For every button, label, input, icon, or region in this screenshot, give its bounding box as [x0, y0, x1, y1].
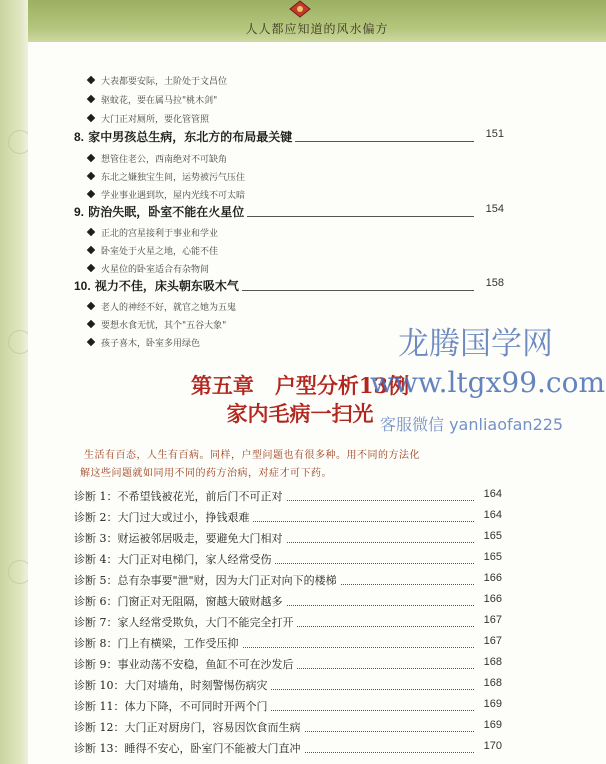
diamond-icon: [87, 320, 95, 328]
diamond-icon: [87, 302, 95, 310]
diagnosis-label: 诊断 9：: [74, 658, 118, 671]
watermark-contact: 客服微信 yanliaofan225: [380, 415, 564, 434]
diagnosis-label: 诊断 8：: [74, 637, 118, 650]
page-left-border: [0, 0, 28, 764]
diagnosis-label: 诊断 10：: [74, 679, 125, 692]
diagnosis-entry[interactable]: [74, 551, 502, 567]
bullet-item: 想管住老公，西南绝对不可缺角: [88, 152, 227, 165]
bullet-item: 大表都要安际，土阶处于文昌位: [88, 74, 227, 87]
diagnosis-text: [74, 509, 253, 525]
bullet-item: 驱蚊花，要在属马拉"桃木剑": [88, 93, 217, 106]
diagnosis-entry[interactable]: [74, 614, 502, 630]
running-header: 人人都应知道的风水偏方: [245, 22, 389, 36]
diagnosis-label: 诊断 2：: [74, 511, 118, 524]
bullet-item: 卧室处于火星之地，心能不佳: [88, 244, 218, 257]
diagnosis-text: [74, 635, 242, 651]
diagnosis-label: 诊断 13：: [74, 742, 125, 755]
toc-entry-title: 10. 视力不佳，床头朝东吸木气: [74, 277, 242, 294]
diagnosis-page-number: 166: [483, 572, 502, 584]
diagnosis-text: [74, 698, 271, 714]
diagnosis-text: [74, 740, 304, 756]
diamond-icon: [87, 76, 95, 84]
diagnosis-description: 总有杂事要"泄"财，因为大门正对向下的楼梯: [117, 574, 337, 587]
diagnosis-label: 诊断 1：: [74, 490, 118, 503]
diagnosis-page-number: 168: [483, 656, 502, 668]
bullet-item: 大门正对厕所，要化管管照: [88, 112, 209, 125]
watermark-site-name: 龙腾国学网: [398, 326, 553, 362]
diagnosis-text: [74, 551, 275, 567]
diagnosis-label: 诊断 5：: [74, 574, 118, 587]
diagnosis-description: 体力下降，不可同时开两个门: [124, 700, 268, 713]
diagnosis-description: 家人经常受欺负，大门不能完全打开: [117, 616, 294, 629]
diagnosis-text: [74, 593, 286, 609]
toc-entry-8[interactable]: [74, 128, 504, 144]
diagnosis-description: 大门过大或过小，挣钱艰难: [117, 511, 250, 524]
diagnosis-entry[interactable]: [74, 530, 502, 546]
diagnosis-text: [74, 530, 286, 546]
diagnosis-label: 诊断 7：: [74, 616, 118, 629]
chapter-intro-line1: 生活有百态，人生有百病。同样，户型问题也有很多种。用不同的方法化: [84, 450, 420, 461]
chapter-intro-line2: 解这些问题就如同用不同的药方治病，对症才可下药。: [80, 468, 332, 479]
diamond-icon: [87, 228, 95, 236]
diamond-icon: [87, 154, 95, 162]
toc-page-number: 154: [485, 203, 504, 215]
diagnosis-entry[interactable]: [74, 719, 502, 735]
bullet-item: 要想水食无忧，其个"五谷大象": [88, 318, 226, 331]
diagnosis-page-number: 169: [483, 719, 502, 731]
toc-page-number: 158: [485, 277, 504, 289]
diagnosis-description: 门窗正对无阻隔，窗越大破财越多: [117, 595, 283, 608]
diagnosis-entry[interactable]: [74, 656, 502, 672]
diagnosis-page-number: 169: [483, 698, 502, 710]
diagnosis-text: [74, 656, 297, 672]
bullet-item: 学业事业遇到坎，屋内光线不可太暗: [88, 188, 245, 201]
diagnosis-description: 财运被邻居吸走，要避免大门相对: [117, 532, 283, 545]
diagnosis-page-number: 170: [483, 740, 502, 752]
diagnosis-description: 不希望钱被花光，前后门不可正对: [117, 490, 283, 503]
diagnosis-text: [74, 614, 297, 630]
diagnosis-description: 大门正对厨房门，容易因饮食而生病: [124, 721, 301, 734]
diagnosis-page-number: 165: [483, 551, 502, 563]
diagnosis-page-number: 164: [483, 488, 502, 500]
diagnosis-text: [74, 488, 286, 504]
diagnosis-text: [74, 677, 271, 693]
diagnosis-entry[interactable]: [74, 677, 502, 693]
diamond-icon: [87, 338, 95, 346]
diagnosis-entry[interactable]: [74, 740, 502, 756]
diagnosis-entry[interactable]: [74, 488, 502, 504]
diamond-icon: [87, 172, 95, 180]
diagnosis-description: 门上有横梁，工作受压抑: [117, 637, 239, 650]
diagnosis-label: 诊断 4：: [74, 553, 118, 566]
diagnosis-text: [74, 719, 304, 735]
diagnosis-page-number: 165: [483, 530, 502, 542]
diagnosis-label: 诊断 12：: [74, 721, 125, 734]
bullet-item: 孩子喜木，卧室多用绿色: [88, 336, 200, 349]
toc-page-number: 151: [485, 128, 504, 140]
page-header-band: [28, 0, 606, 42]
diagnosis-description: 大门正对电梯门，家人经常受伤: [117, 553, 272, 566]
diagnosis-label: 诊断 11：: [74, 700, 125, 713]
diamond-icon: [87, 95, 95, 103]
diagnosis-page-number: 167: [483, 635, 502, 647]
diagnosis-page-number: 166: [483, 593, 502, 605]
diamond-icon: [87, 190, 95, 198]
diagnosis-label: 诊断 6：: [74, 595, 118, 608]
diagnosis-description: 事业动荡不安稳，鱼缸不可在沙发后: [117, 658, 294, 671]
toc-entry-title: 8. 家中男孩总生病，东北方的布局最关键: [74, 128, 295, 145]
diagnosis-description: 睡得不安心，卧室门不能被大门直冲: [124, 742, 301, 755]
diagnosis-entry[interactable]: [74, 572, 502, 588]
diagnosis-text: [74, 572, 340, 588]
diagnosis-label: 诊断 3：: [74, 532, 118, 545]
diamond-icon: [87, 264, 95, 272]
diagnosis-page-number: 167: [483, 614, 502, 626]
diagnosis-entry[interactable]: [74, 698, 502, 714]
diamond-icon: [87, 246, 95, 254]
diagnosis-page-number: 164: [483, 509, 502, 521]
bullet-item: 火星位的卧室适合有杂物间: [88, 262, 209, 275]
toc-entry-9[interactable]: [74, 203, 504, 219]
bullet-item: 东北之嫌独宝生间，运势被污气压住: [88, 170, 245, 183]
watermark-url: www.ltgx99.com: [370, 366, 606, 399]
header-ornament-icon: [289, 0, 311, 18]
diamond-icon: [87, 114, 95, 122]
toc-entry-10[interactable]: [74, 277, 504, 293]
chapter-subtitle: 家内毛病一扫光: [226, 401, 374, 426]
diagnosis-entry[interactable]: [74, 509, 502, 525]
diagnosis-entry[interactable]: [74, 593, 502, 609]
diagnosis-page-number: 168: [483, 677, 502, 689]
bullet-item: 正北的宫星接利于事业和学业: [88, 226, 218, 239]
toc-entry-title: 9. 防治失眠，卧室不能在火星位: [74, 203, 247, 220]
diagnosis-entry[interactable]: [74, 635, 502, 651]
diagnosis-description: 大门对墙角，时刻警惕伤病灾: [124, 679, 268, 692]
chapter-title: 第五章 户型分析13例: [190, 373, 410, 398]
bullet-item: 老人的神经不好，就官之她为五鬼: [88, 300, 236, 313]
